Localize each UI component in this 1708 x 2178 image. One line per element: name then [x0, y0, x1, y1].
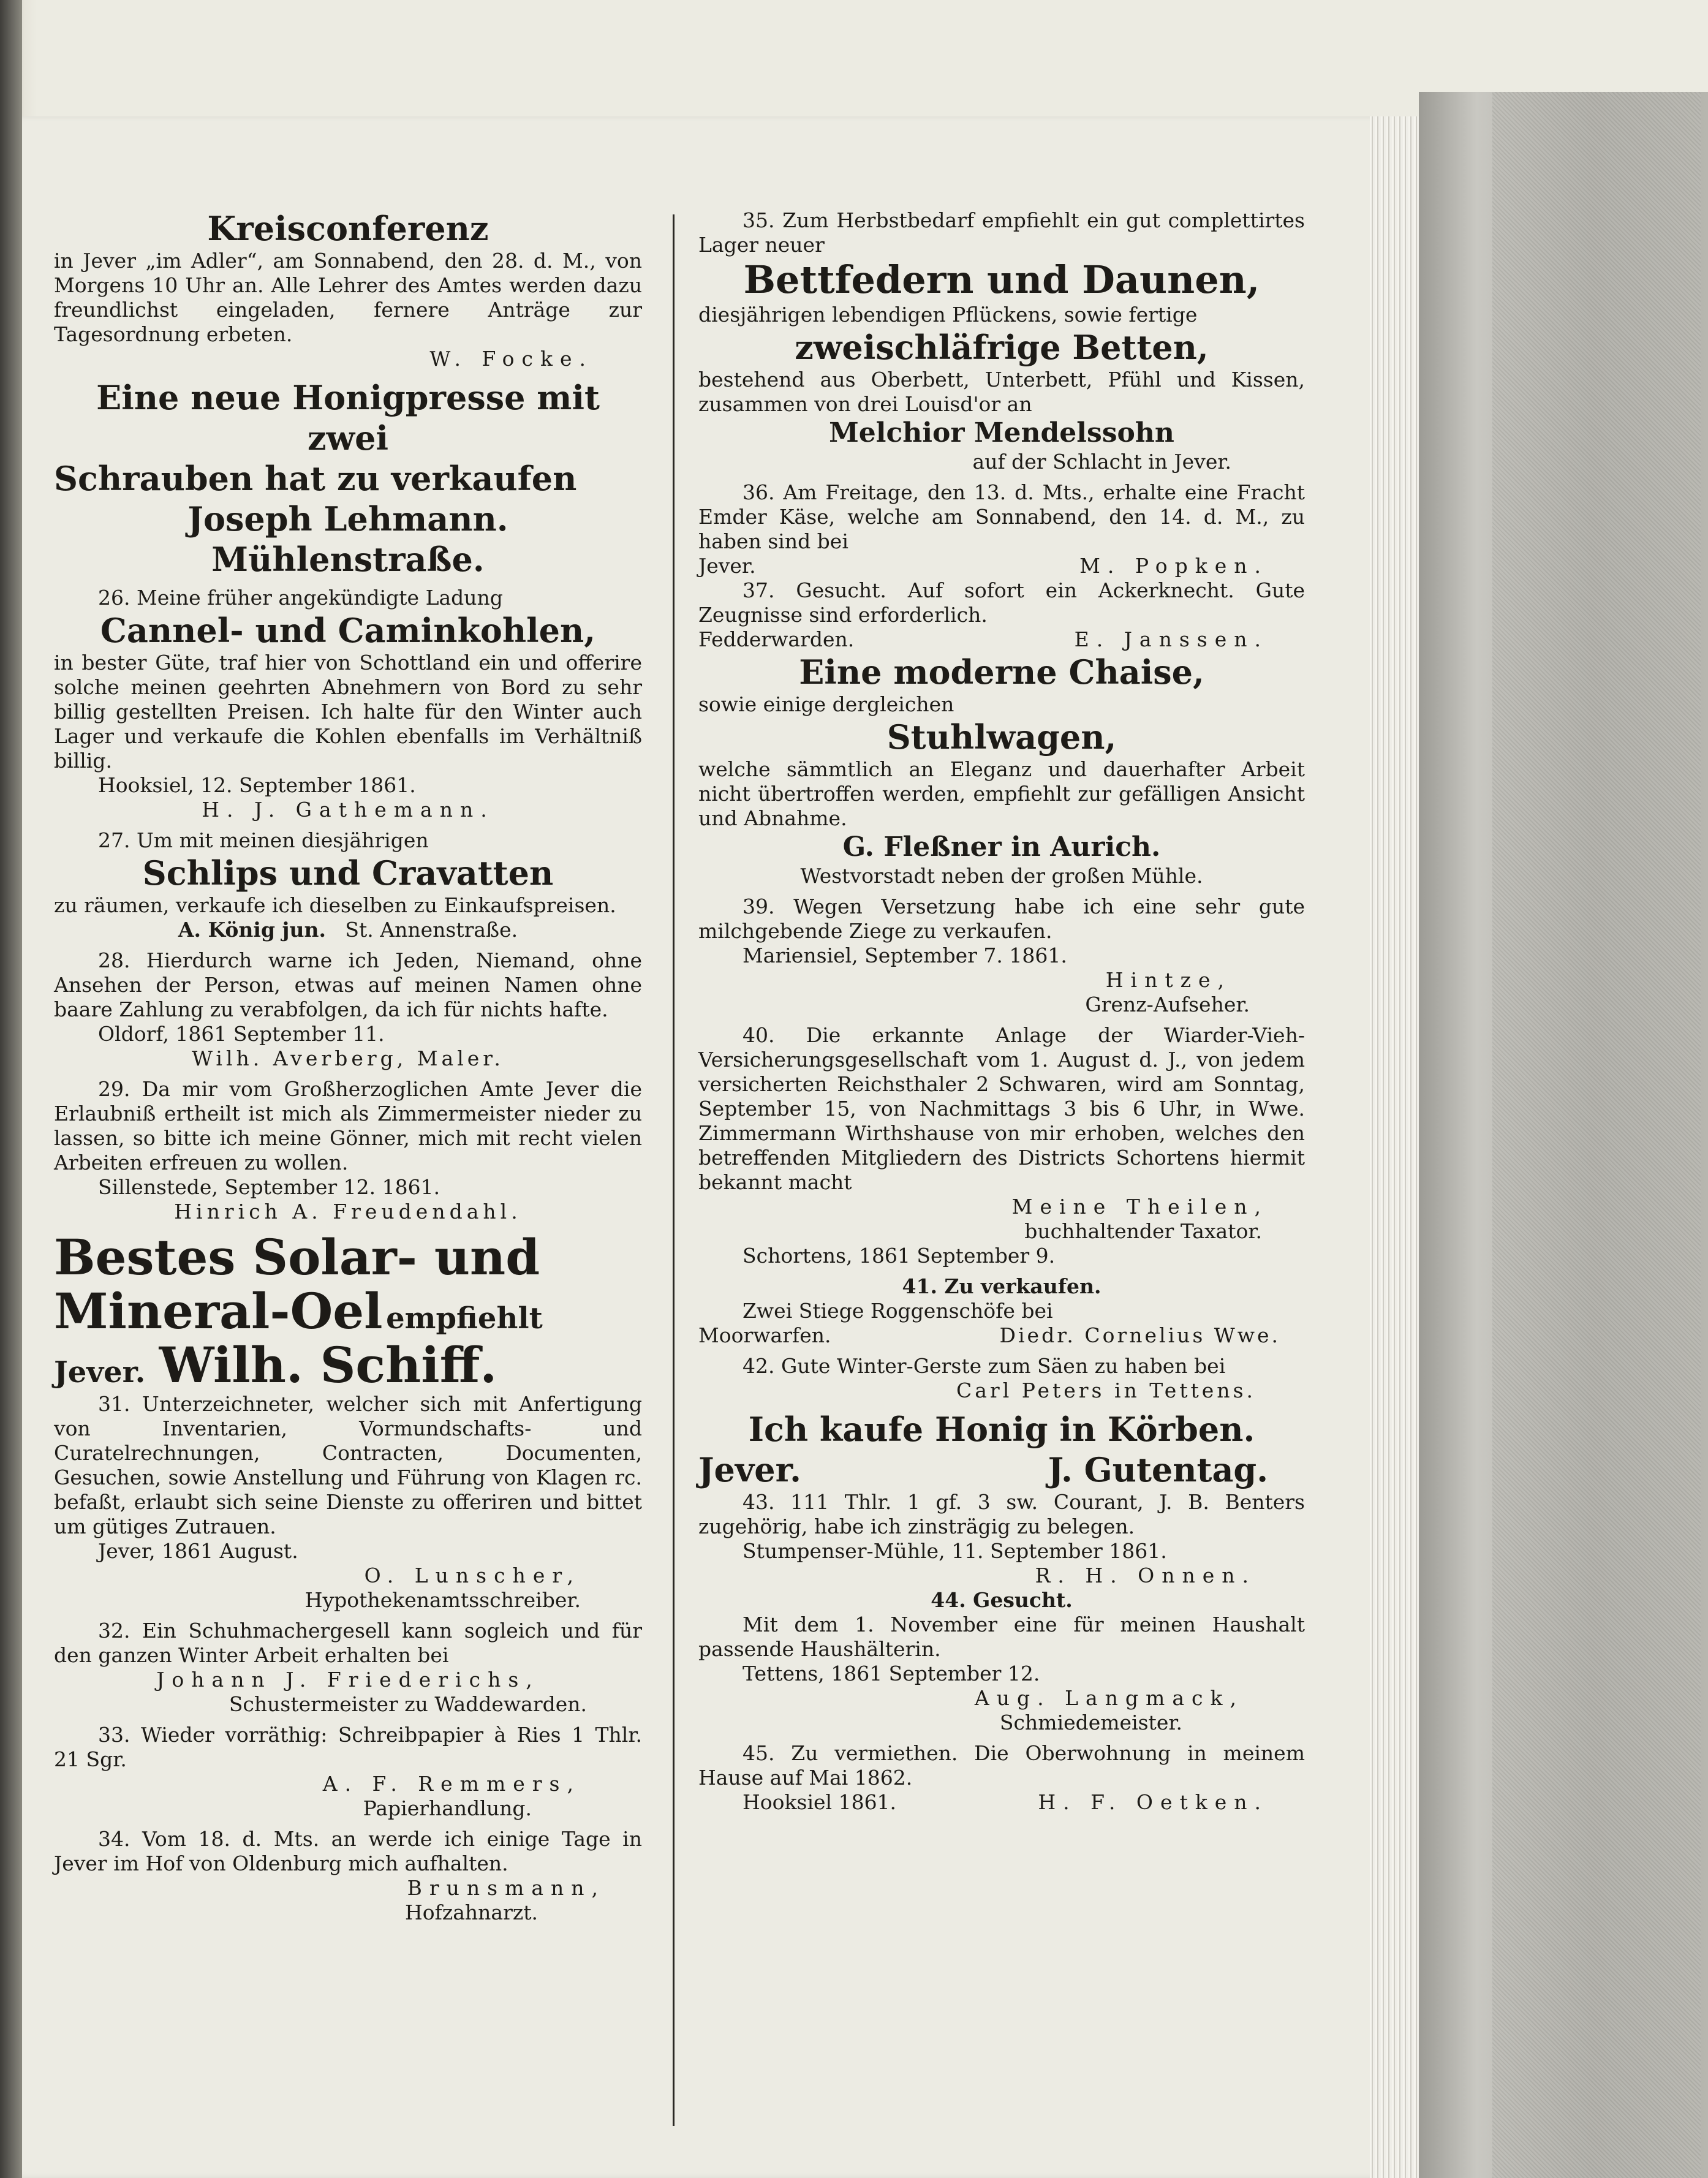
ad41-text: Zwei Stiege Roggenschöfe bei	[743, 1299, 1053, 1323]
ad29-signature: Hinrich A. Freudendahl.	[174, 1200, 522, 1223]
ad42-signature: Carl Peters in Tettens.	[956, 1378, 1256, 1402]
ad44-text: Mit dem 1. November eine für meinen Haushalt passende Haushälterin.	[698, 1613, 1305, 1661]
ad35-heading: Bettfedern und Daunen,	[743, 257, 1260, 302]
ad31-title: Hypothekenamtsschreiber.	[304, 1588, 581, 1612]
ad40-text: 40. Die erkannte Anlage der Wiarder-Vieh-Versicherungsgesellschaft vom 1. August d. J., von jedem versicherten Reichsthaler 2 Schwaren, wird am Sonntag, September 15, von Nachmittags 3 bis 6 Uhr, in Wwe. Zimmermann Wirthshause von mir erhoben, welches den betreffenden Mitgliedern des Districts Schortens hiermit bekannt macht	[698, 1023, 1305, 1194]
ad36-signature: M. Popken.	[1079, 554, 1268, 578]
kreisconferenz-signature: W. Focke.	[429, 347, 593, 371]
ad38-text2: welche sämmtlich an Eleganz und dauerhafter Arbeit nicht übertroffen werden, empfiehlt zur gefälligen Ansicht und Abnahme.	[698, 757, 1305, 830]
book-cover	[1419, 92, 1708, 2178]
ad43-date: Stumpenser-Mühle, 11. September 1861.	[743, 1539, 1167, 1563]
ad40-date: Schortens, 1861 September 9.	[743, 1244, 1056, 1268]
ad26-intro: 26. Meine früher angekündigte Ladung	[98, 586, 503, 610]
ad34-text: 34. Vom 18. d. Mts. an werde ich einige Tage in Jever im Hof von Oldenburg mich aufhalten.	[54, 1827, 642, 1875]
ad32-text: 32. Ein Schuhmachergesell kann sogleich und für den ganzen Winter Arbeit erhalten bei	[54, 1619, 642, 1667]
ad39-signature: Hintze,	[1105, 968, 1231, 992]
ad27-name: A. König jun.	[178, 918, 326, 942]
oel-name: Wilh. Schiff.	[159, 1336, 497, 1394]
ad44-heading: 44. Gesucht.	[931, 1588, 1073, 1612]
ad44-signature: Aug. Langmack,	[974, 1686, 1244, 1710]
ad27-street: St. Annenstraße.	[345, 918, 518, 942]
oel-empfiehlt: empfiehlt	[386, 1301, 543, 1336]
ad38-name: G. Fleßner in Aurich.	[842, 831, 1161, 863]
honigpresse-line1: Eine neue Honigpresse mit zwei	[96, 378, 600, 458]
ad41-signature: Diedr. Cornelius Wwe.	[999, 1323, 1280, 1347]
ad26-text: in bester Güte, traf hier von Schottland ein und offerire solche meinen geehrten Abnehmern von Bord zu sehr billig gestellten Preisen. Ich halte für den Winter auch Lager und verkaufe die Kohlen ebenfalls im Verhältniß billig.	[54, 651, 642, 773]
ad36-place: Jever.	[698, 554, 756, 578]
kreisconferenz-heading: Kreisconferenz	[207, 209, 489, 248]
ad37-signature: E. Janssen.	[1074, 627, 1268, 651]
kreisconferenz-text: in Jever „im Adler“, am Sonnabend, den 28. d. M., von Morgens 10 Uhr an. Alle Lehrer des Amtes werden dazu freundlichst eingeladen, fernere Anträge zur Tagesordnung erbeten.	[54, 249, 642, 346]
ad32-title: Schustermeister zu Waddewarden.	[229, 1692, 587, 1716]
ad40-title: buchhaltender Taxator.	[1024, 1219, 1262, 1243]
ad43-signature: R. H. Onnen.	[1035, 1564, 1256, 1587]
ad39-text: 39. Wegen Versetzung habe ich eine sehr gute milchgebende Ziege zu verkaufen.	[698, 894, 1305, 943]
ad37-text: 37. Gesucht. Auf sofort ein Ackerknecht. Gute Zeugnisse sind erforderlich.	[698, 578, 1305, 627]
ad38-text1: sowie einige dergleichen	[698, 692, 954, 716]
ad26-heading: Cannel- und Caminkohlen,	[100, 611, 596, 650]
ad41-heading: 41. Zu verkaufen.	[902, 1274, 1102, 1298]
ad31-signature: O. Lunscher,	[364, 1564, 581, 1587]
ad40-signature: Meine Theilen,	[1011, 1195, 1268, 1219]
ad43-text: 43. 111 Thlr. 1 gf. 3 sw. Courant, J. B. Benters zugehörig, habe ich zinsträgig zu belegen.	[698, 1490, 1305, 1538]
ad35-text1: diesjährigen lebendigen Pflückens, sowie fertige	[698, 303, 1198, 327]
ad42-text: 42. Gute Winter-Gerste zum Säen zu haben bei	[743, 1354, 1226, 1378]
honigkauf-place: Jever.	[698, 1450, 801, 1489]
ad35-text2: bestehend aus Oberbett, Unterbett, Pfühl und Kissen, zusammen von drei Louisd'or an	[698, 368, 1305, 416]
ad31-text: 31. Unterzeichneter, welcher sich mit Anfertigung von Inventarien, Vormundschafts- und Curatelrechnungen, Contracten, Documenten, Gesuchen, sowie Anstellung und Führung von Klagen rc. befaßt, erlaubt sich seine Dienste zu offeriren und bittet um gütiges Zutrauen.	[54, 1392, 642, 1538]
ad27-intro: 27. Um mit meinen diesjährigen	[98, 828, 429, 852]
ad33-text: 33. Wieder vorräthig: Schreibpapier à Ries 1 Thlr. 21 Sgr.	[54, 1723, 642, 1771]
honigkauf-heading: Ich kaufe Honig in Körben.	[748, 1410, 1255, 1449]
ad44-date: Tettens, 1861 September 12.	[743, 1662, 1040, 1685]
honigpresse-line2: Schrauben hat zu verkaufen	[54, 459, 577, 498]
ad27-text: zu räumen, verkaufe ich dieselben zu Einkaufspreisen.	[54, 893, 616, 917]
ad33-title: Papierhandlung.	[363, 1796, 532, 1820]
honigpresse-street: Mühlenstraße.	[211, 540, 485, 579]
ad35-place: auf der Schlacht in Jever.	[972, 450, 1231, 474]
ad32-signature: Johann J. Friederichs,	[156, 1668, 540, 1692]
ad44-title: Schmiedemeister.	[999, 1711, 1182, 1734]
ad27-heading: Schlips und Cravatten	[142, 853, 554, 893]
ad45-place: Hooksiel 1861.	[743, 1790, 897, 1814]
right-column	[698, 208, 1305, 1815]
cover-texture	[1492, 92, 1701, 2178]
ad35-heading2: zweischläfrige Betten,	[795, 328, 1209, 367]
oel-place: Jever.	[54, 1355, 146, 1390]
ad35-name: Melchior Mendelssohn	[829, 417, 1174, 448]
left-column	[54, 208, 642, 1925]
ad36-text: 36. Am Freitage, den 13. d. Mts., erhalte eine Fracht Emder Käse, welche am Sonnabend, den 14. d. M., zu haben sind bei	[698, 480, 1305, 553]
ad29-text: 29. Da mir vom Großherzoglichen Amte Jever die Erlaubniß ertheilt ist mich als Zimmermeister nieder zu lassen, so bitte ich meine Gönner, mich mit recht vielen Arbeiten erfreuen zu wollen.	[54, 1077, 642, 1174]
ad38-heading: Eine moderne Chaise,	[799, 652, 1204, 692]
ad34-title: Hofzahnarzt.	[404, 1900, 538, 1924]
ad31-date: Jever, 1861 August.	[98, 1539, 298, 1563]
ad41-place: Moorwarfen.	[698, 1323, 831, 1347]
ad39-title: Grenz-Aufseher.	[1085, 993, 1250, 1016]
honigkauf-name: J. Gutentag.	[1048, 1450, 1268, 1489]
ad39-date: Mariensiel, September 7. 1861.	[743, 943, 1067, 967]
oel-line2: Mineral-Oel	[54, 1282, 383, 1340]
ad26-date: Hooksiel, 12. September 1861.	[98, 773, 416, 797]
ad37-place: Fedderwarden.	[698, 627, 855, 651]
oel-line1: Bestes Solar- und	[54, 1228, 540, 1286]
ad26-signature: H. J. Gathemann.	[202, 798, 494, 822]
ad45-text: 45. Zu vermiethen. Die Oberwohnung in meinem Hause auf Mai 1862.	[698, 1741, 1305, 1790]
ad28-date: Oldorf, 1861 September 11.	[98, 1022, 385, 1046]
ad35-intro: 35. Zum Herbstbedarf empfiehlt ein gut complettirtes Lager neuer	[698, 208, 1305, 257]
ad28-signature: Wilh. Averberg, Maler.	[192, 1046, 504, 1070]
ad33-signature: A. F. Remmers,	[322, 1772, 581, 1796]
left-page-edge	[0, 0, 22, 2178]
ad28-text: 28. Hierdurch warne ich Jeden, Niemand, ohne Ansehen der Person, etwas auf meinen Namen ohne baare Zahlung zu verabfolgen, da ich für nichts hafte.	[54, 948, 642, 1021]
honigpresse-name: Joseph Lehmann.	[187, 499, 508, 539]
ad45-signature: H. F. Oetken.	[1038, 1790, 1268, 1814]
column-rule	[673, 214, 675, 2126]
ad34-signature: Brunsmann,	[407, 1876, 605, 1900]
page-block-edge	[1370, 116, 1419, 2178]
ad29-date: Sillenstede, September 12. 1861.	[98, 1175, 440, 1199]
ad38-place: Westvorstadt neben der großen Mühle.	[800, 864, 1203, 888]
ad38-heading2: Stuhlwagen,	[886, 717, 1117, 757]
